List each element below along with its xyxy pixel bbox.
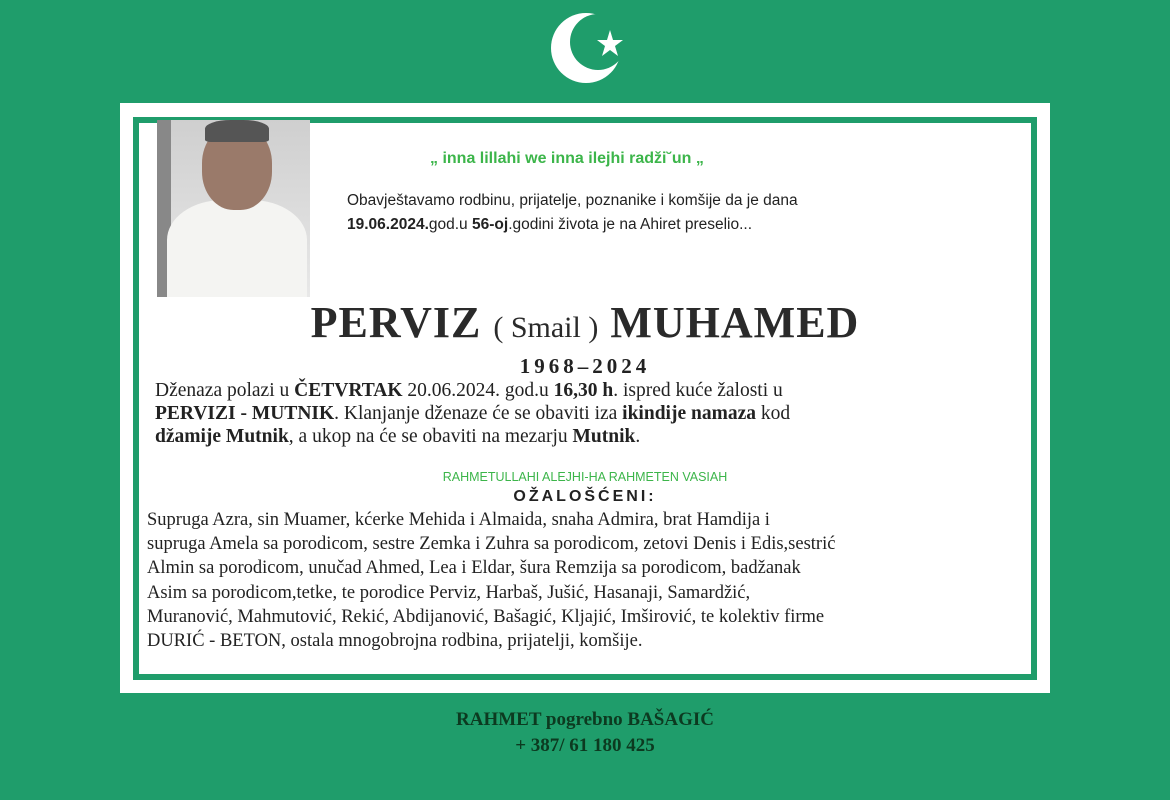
crescent-star-icon [548, 10, 628, 90]
mourners-line: Asim sa porodicom,tetke, te porodice Perviz, Harbaš, Jušić, Hasanaji, Samardžić, [147, 582, 751, 603]
funeral-line [155, 426, 640, 448]
quote: „ inna lillahi we inna ilejhi radži˘un „ [430, 150, 704, 167]
funeral-segment: 20.06.2024. god.u [402, 380, 554, 401]
funeral-segment: ikindije namaza [622, 403, 756, 424]
funeral-line [155, 380, 783, 402]
mourners-line: Muranović, Mahmutović, Rekić, Abdijanović, Bašagić, Kljajić, Imširović, te kolektiv firme [147, 606, 825, 627]
father-name: ( Smail ) [493, 311, 599, 344]
mourners-line: DURIĆ - BETON, ostala mnogobrojna rodbina, prijatelji, komšije. [147, 631, 643, 651]
first-name: MUHAMED [610, 298, 860, 347]
life-years: 1968–2024 [519, 354, 651, 378]
funeral-segment: 16,30 h [553, 380, 614, 401]
mourners-line: Almin sa porodicom, unučad Ahmed, Lea i Eldar, šura Remzija sa porodicom, badžanak [147, 558, 801, 579]
funeral-segment: džamije Mutnik [155, 426, 289, 447]
funeral-home-phone: + 387/ 61 180 425 [515, 735, 655, 756]
mourners-line: supruga Amela sa porodicom, sestre Zemka i Zuhra sa porodicom, zetovi Denis i Edis,sestrić [147, 534, 836, 555]
intro-segment: Obavještavamo rodbinu, prijatelje, poznanike i komšije da je dana [347, 192, 798, 209]
funeral-segment: . ispred kuće žalosti u [613, 380, 783, 401]
intro-line [347, 192, 798, 210]
intro-segment: .godini života je na Ahiret preselio... [508, 216, 753, 233]
intro-segment: 19.06.2024. [347, 216, 429, 233]
funeral-segment: ČETVRTAK [294, 380, 403, 401]
funeral-segment: Dženaza polazi u [155, 380, 295, 401]
funeral-segment: , a ukop na će se obaviti na mezarju [288, 426, 573, 447]
deceased-photo [157, 120, 310, 297]
deceased-name [0, 297, 1170, 348]
funeral-line [155, 403, 790, 425]
funeral-segment: . [635, 426, 641, 447]
funeral-segment: . Klanjanje dženaze će se obaviti iza [334, 403, 623, 424]
funeral-segment: kod [755, 403, 791, 424]
intro-line [347, 216, 752, 234]
rahmet-line: RAHMETULLAHI ALEJHI-HA RAHMETEN VASIAH [442, 470, 728, 484]
mourners-title: OŽALOŠĆENI: [513, 488, 657, 505]
surname: PERVIZ [310, 298, 482, 347]
funeral-segment: Mutnik [572, 426, 636, 447]
mourners-line: Supruga Azra, sin Muamer, kćerke Mehida i Almaida, snaha Admira, brat Hamdija i [147, 510, 770, 530]
funeral-segment: PERVIZI - MUTNIK [155, 403, 335, 424]
funeral-home: RAHMET pogrebno BAŠAGIĆ [456, 709, 714, 730]
intro-segment: god.u [428, 216, 472, 233]
intro-segment: 56-oj [472, 216, 509, 233]
